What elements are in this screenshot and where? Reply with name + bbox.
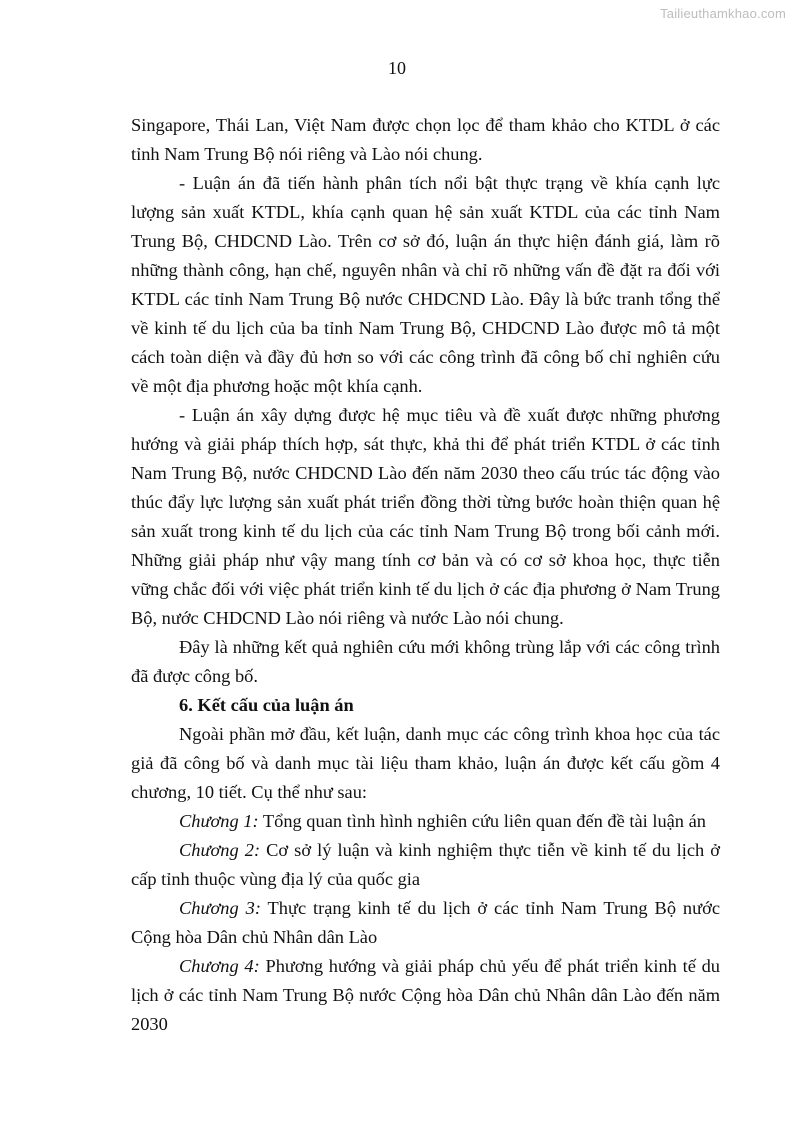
section-intro: Ngoài phần mở đầu, kết luận, danh mục các công trình khoa học của tác giả đã công bố và danh mục tài liệu tham khảo, luận án được kết cấu gồm 4 chương, 10 tiết. Cụ thể như sau: — [131, 724, 720, 802]
paragraph-continuation: Singapore, Thái Lan, Việt Nam được chọn lọc để tham khảo cho KTDL ở các tỉnh Nam Trung Bộ nói riêng và Lào nói chung. — [131, 115, 720, 164]
paragraph-analysis: - Luận án đã tiến hành phân tích nổi bật thực trạng về khía cạnh lực lượng sản xuất KTDL, khía cạnh quan hệ sản xuất KTDL của các tỉnh Nam Trung Bộ, CHDCND Lào. Trên cơ sở đó, luận án thực hiện đánh giá, làm rõ những thành công, hạn chế, nguyên nhân và chỉ rõ những vấn đề đặt ra đối với KTDL các tỉnh Nam Trung Bộ nước CHDCND Lào. Đây là bức tranh tổng thể về kinh tế du lịch của ba tỉnh Nam Trung Bộ, CHDCND Lào được mô tả một cách toàn diện và đầy đủ hơn so với các công trình đã công bố chỉ nghiên cứu về một địa phương hoặc một khía cạnh. — [131, 173, 720, 396]
chapter-title: Cơ sở lý luận và kinh nghiệm thực tiễn về kinh tế du lịch ở cấp tỉnh thuộc vùng địa lý của quốc gia — [131, 840, 720, 889]
chapter-item — [131, 807, 720, 836]
chapter-label: Chương 1: — [179, 811, 259, 831]
page-number: 10 — [388, 58, 406, 78]
chapter-title: Phương hướng và giải pháp chủ yếu để phát triển kinh tế du lịch ở các tỉnh Nam Trung Bộ nước Cộng hòa Dân chủ Nhân dân Lào đến năm 2030 — [131, 956, 720, 1034]
chapter-item — [131, 952, 720, 1039]
paragraph-conclusion: Đây là những kết quả nghiên cứu mới không trùng lắp với các công trình đã được công bố. — [131, 637, 720, 686]
section-heading: 6. Kết cấu của luận án — [179, 695, 354, 715]
chapter-label: Chương 3: — [179, 898, 261, 918]
watermark: Tailieuthamkhao.com — [660, 6, 786, 21]
chapter-label: Chương 2: — [179, 840, 261, 860]
paragraph-solutions: - Luận án xây dựng được hệ mục tiêu và đề xuất được những phương hướng và giải pháp thích hợp, sát thực, khả thi để phát triển KTDL ở các tỉnh Nam Trung Bộ, nước CHDCND Lào đến năm 2030 theo cấu trúc tác động vào thúc đẩy lực lượng sản xuất phát triển đồng thời từng bước hoàn thiện quan hệ sản xuất trong kinh tế du lịch của các tỉnh Nam Trung Bộ trong bối cảnh mới. Những giải pháp như vậy mang tính cơ bản và có cơ sở khoa học, thực tiễn vững chắc đối với việc phát triển kinh tế du lịch ở các địa phương ở Nam Trung Bộ, nước CHDCND Lào nói riêng và nước Lào nói chung. — [131, 405, 720, 628]
chapter-label: Chương 4: — [179, 956, 260, 976]
chapter-item — [131, 894, 720, 952]
chapter-title: Thực trạng kinh tế du lịch ở các tỉnh Nam Trung Bộ nước Cộng hòa Dân chủ Nhân dân Lào — [131, 898, 720, 947]
chapter-title: Tổng quan tình hình nghiên cứu liên quan đến đề tài luận án — [258, 811, 706, 831]
document-body — [131, 111, 720, 1039]
chapter-item — [131, 836, 720, 894]
